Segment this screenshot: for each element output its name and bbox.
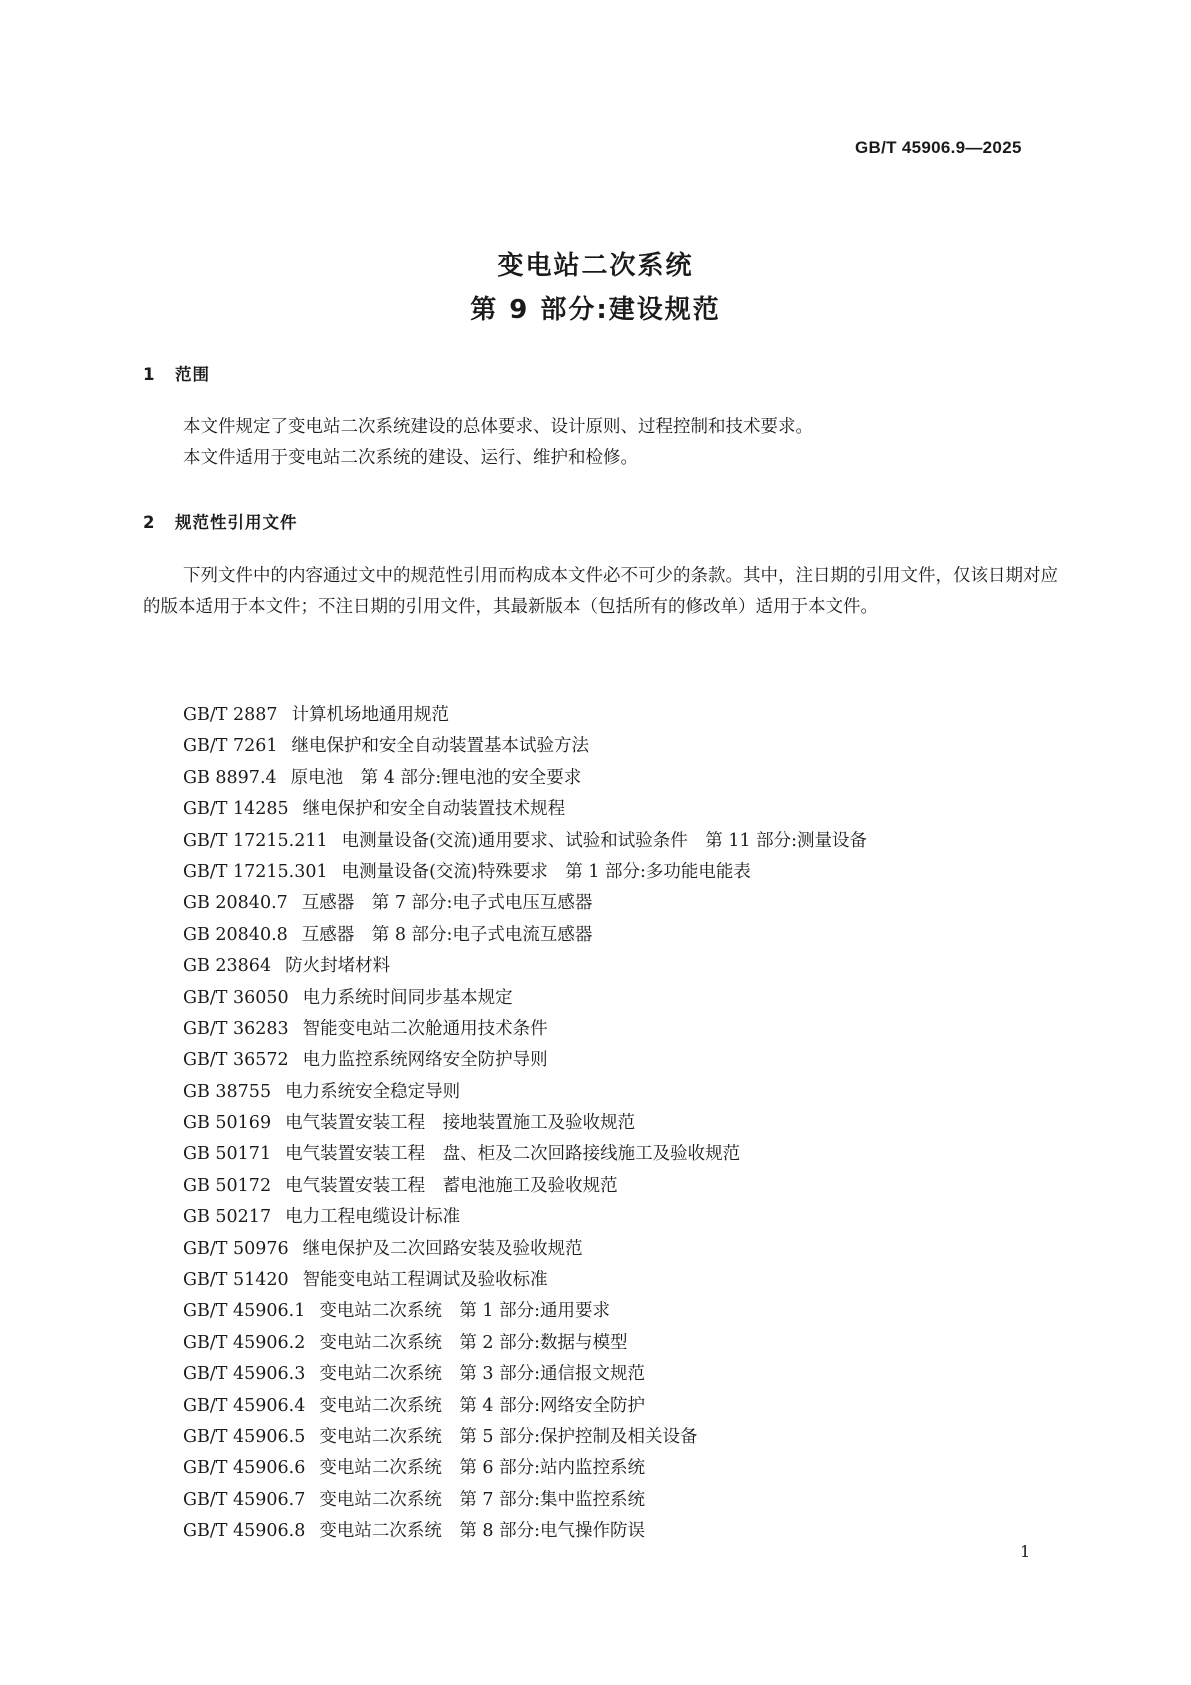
reference-code: GB 8897.4 [183, 767, 277, 788]
reference-title: 变电站二次系统 第 4 部分:网络安全防护 [319, 1395, 645, 1416]
reference-item [183, 1077, 1063, 1108]
reference-item [183, 1453, 1063, 1484]
reference-code: GB/T 2887 [183, 705, 278, 725]
reference-item [183, 1108, 1063, 1139]
reference-item [183, 731, 1063, 762]
references-intro: 下列文件中的内容通过文中的规范性引用而构成本文件必不可少的条款。其中，注日期的引用文件，仅该日期对应的版本适用于本文件；不注日期的引用文件，其最新版本（包括所有的修改单）适用于本文件。 [143, 566, 1058, 617]
reference-title: 电测量设备(交流)通用要求、试验和试验条件 第 11 部分:测量设备 [341, 830, 868, 851]
reference-title: 智能变电站工程调试及验收标准 [302, 1270, 548, 1291]
reference-title: 变电站二次系统 第 8 部分:电气操作防误 [319, 1521, 645, 1542]
reference-item [183, 920, 1063, 951]
reference-title: 电力系统时间同步基本规定 [302, 987, 513, 1008]
reference-item [183, 1485, 1063, 1516]
reference-code: GB 20840.8 [183, 924, 288, 945]
reference-title: 电力监控系统网络安全防护导则 [302, 1050, 548, 1071]
standard-number: GB/T 45906.9—2025 [855, 138, 1022, 157]
reference-code: GB/T 45906.6 [183, 1458, 306, 1479]
document-title: 变电站二次系统 [497, 251, 694, 281]
reference-code: GB 23864 [183, 956, 272, 977]
reference-title: 变电站二次系统 第 6 部分:站内监控系统 [319, 1458, 645, 1479]
reference-item [183, 951, 1063, 982]
reference-title: 互感器 第 7 部分:电子式电压互感器 [301, 893, 593, 914]
reference-item [183, 1359, 1063, 1390]
reference-title: 变电站二次系统 第 2 部分:数据与模型 [319, 1332, 628, 1353]
reference-item [183, 1014, 1063, 1045]
reference-title: 防火封堵材料 [285, 956, 391, 977]
reference-code: GB/T 36283 [183, 1018, 289, 1039]
reference-item [183, 763, 1063, 794]
reference-list [183, 700, 1063, 1548]
reference-title: 继电保护和安全自动装置基本试验方法 [291, 736, 590, 757]
reference-item [183, 1234, 1063, 1265]
reference-item [183, 794, 1063, 825]
section-title: 范围 [175, 365, 210, 384]
section-title: 规范性引用文件 [175, 513, 298, 532]
reference-code: GB 50169 [183, 1113, 272, 1134]
reference-item [183, 700, 1063, 731]
reference-code: GB/T 36572 [183, 1050, 289, 1071]
reference-title: 电气装置安装工程 蓄电池施工及验收规范 [285, 1175, 618, 1196]
page-number: 1 [1020, 1542, 1031, 1561]
reference-title: 电力工程电缆设计标准 [285, 1207, 461, 1228]
reference-title: 电气装置安装工程 盘、柜及二次回路接线施工及验收规范 [285, 1144, 741, 1165]
reference-item [183, 1422, 1063, 1453]
reference-code: GB/T 17215.301 [183, 861, 328, 882]
scope-paragraph: 本文件适用于变电站二次系统的建设、运行、维护和检修。 [183, 448, 638, 468]
section-number: 2 [143, 513, 156, 532]
reference-item [183, 983, 1063, 1014]
reference-item [183, 1328, 1063, 1359]
reference-item [183, 857, 1063, 888]
reference-item [183, 1391, 1063, 1422]
reference-code: GB 50171 [183, 1144, 272, 1165]
reference-title: 原电池 第 4 部分:锂电池的安全要求 [290, 767, 582, 788]
reference-code: GB/T 36050 [183, 987, 289, 1008]
reference-code: GB/T 7261 [183, 736, 278, 757]
section-1-heading [143, 361, 210, 385]
reference-title: 变电站二次系统 第 7 部分:集中监控系统 [319, 1489, 645, 1510]
reference-item [183, 1045, 1063, 1076]
reference-title: 电力系统安全稳定导则 [285, 1081, 461, 1102]
section-number: 1 [143, 365, 156, 384]
reference-code: GB/T 45906.2 [183, 1332, 306, 1353]
reference-code: GB/T 45906.5 [183, 1426, 306, 1447]
reference-code: GB/T 50976 [183, 1238, 289, 1259]
reference-title: 智能变电站二次舱通用技术条件 [302, 1018, 548, 1039]
reference-code: GB/T 45906.4 [183, 1395, 306, 1416]
section-2-heading [143, 509, 298, 533]
reference-title: 变电站二次系统 第 1 部分:通用要求 [319, 1301, 610, 1322]
document-subtitle: 第 9 部分:建设规范 [470, 295, 721, 325]
reference-code: GB 50217 [183, 1207, 272, 1228]
reference-code: GB/T 14285 [183, 799, 289, 820]
reference-title: 变电站二次系统 第 3 部分:通信报文规范 [319, 1364, 645, 1385]
reference-title: 电测量设备(交流)特殊要求 第 1 部分:多功能电能表 [341, 861, 751, 882]
reference-item [183, 1296, 1063, 1327]
reference-item [183, 1265, 1063, 1296]
reference-title: 计算机场地通用规范 [291, 705, 450, 725]
reference-title: 电气装置安装工程 接地装置施工及验收规范 [285, 1113, 636, 1134]
reference-title: 继电保护和安全自动装置技术规程 [302, 799, 566, 820]
scope-paragraph: 本文件规定了变电站二次系统建设的总体要求、设计原则、过程控制和技术要求。 [183, 417, 813, 437]
reference-code: GB/T 45906.3 [183, 1364, 306, 1385]
reference-item [183, 1202, 1063, 1233]
reference-item [183, 1171, 1063, 1202]
reference-item [183, 826, 1063, 857]
reference-code: GB/T 45906.8 [183, 1521, 306, 1542]
reference-code: GB 20840.7 [183, 893, 288, 914]
reference-code: GB 50172 [183, 1175, 272, 1196]
reference-title: 互感器 第 8 部分:电子式电流互感器 [301, 924, 593, 945]
reference-code: GB/T 45906.1 [183, 1301, 306, 1322]
reference-title: 继电保护及二次回路安装及验收规范 [302, 1238, 583, 1259]
reference-code: GB 38755 [183, 1081, 272, 1102]
reference-item [183, 1516, 1063, 1547]
reference-title: 变电站二次系统 第 5 部分:保护控制及相关设备 [319, 1426, 698, 1447]
reference-code: GB/T 51420 [183, 1270, 289, 1291]
reference-code: GB/T 17215.211 [183, 830, 328, 851]
reference-code: GB/T 45906.7 [183, 1489, 306, 1510]
reference-item [183, 888, 1063, 919]
reference-item [183, 1139, 1063, 1170]
